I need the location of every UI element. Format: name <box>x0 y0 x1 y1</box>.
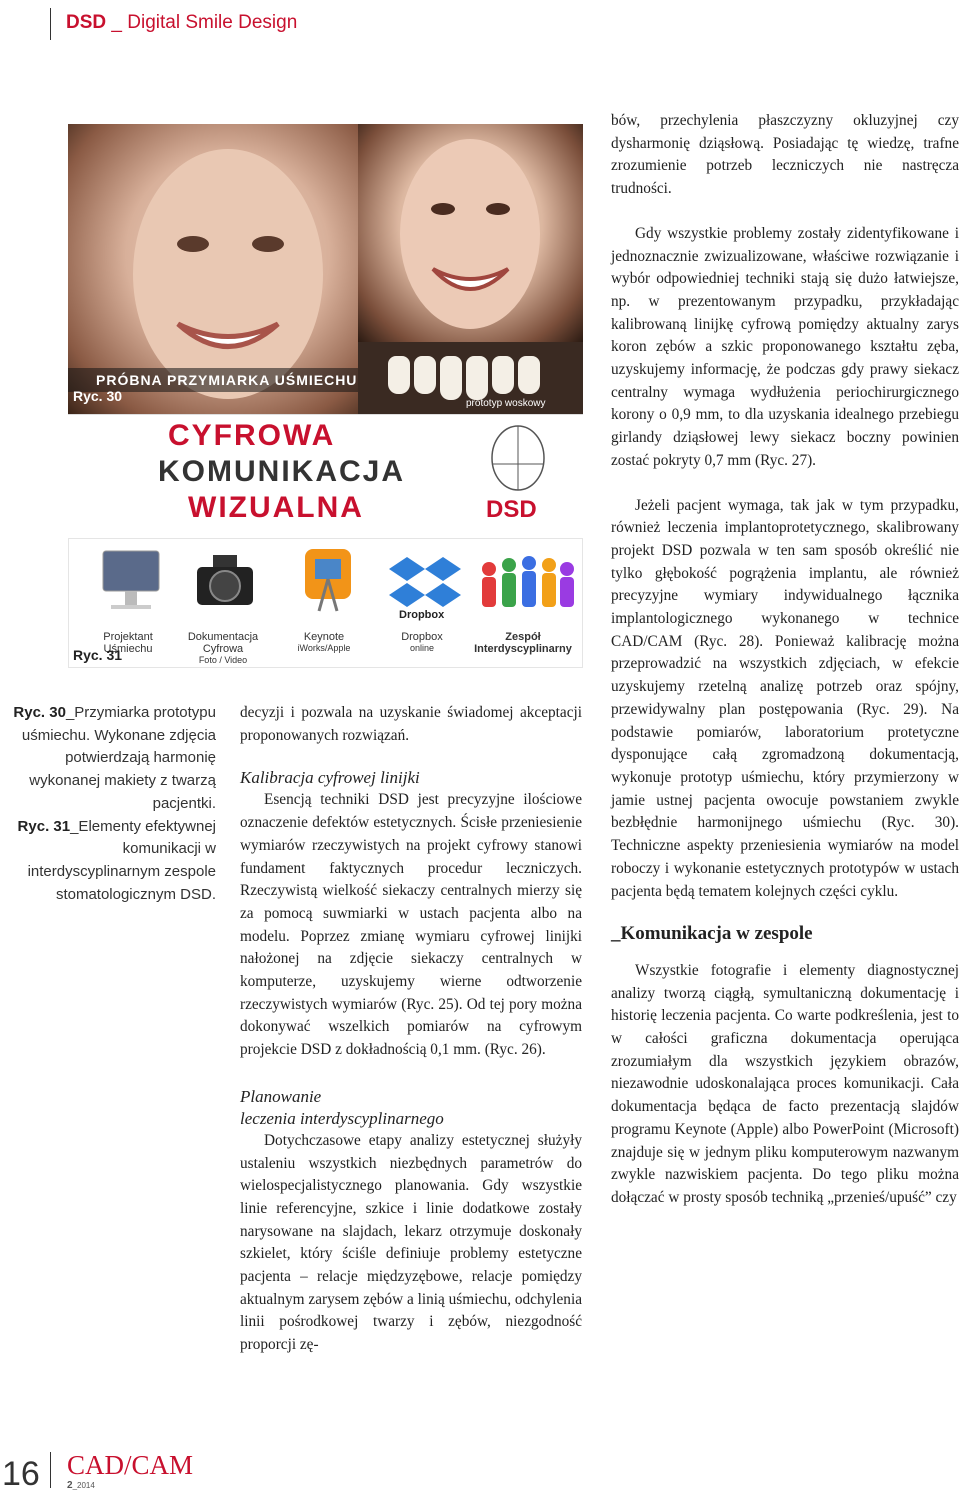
magazine-title: CAD/CAM <box>67 1450 194 1480</box>
figure-31 <box>68 538 583 668</box>
paragraph: Wszystkie fotografie i elementy diagnostycznej analizy tworzą ciągłą, symultaniczną dokumentację i historię leczenia pacjenta. Co warte podkreślenia, jest to w całości graficzna dokumentacja operująca zrozumiałym dla wszystkich językiem obrazów, niezawodnie udoskonalająca proces komunikacji. Cała dokumentacja będąca de facto prezentacją slajdów programu Keynote (Apple) albo PowerPoint (Microsoft) znajduje się w jednym pliku komputerowym nazwanym zwykle nazwiskiem pacjenta. Do tego pliku można dołączać w prosty sposób techniką „przenieś/upuść” czy <box>611 961 959 1206</box>
computer-icon <box>83 543 183 623</box>
figure-31-label: Ryc. 31 <box>73 647 123 663</box>
trial-smile-banner: PRÓBNA PRZYMIARKA UŚMIECHU <box>68 368 358 392</box>
issue-number <box>67 1480 95 1491</box>
label-documentation-sub: Foto / Video <box>198 655 248 665</box>
issue-num: 2 <box>67 1480 73 1491</box>
paragraph: Jeżeli pacjent wymaga, tak jak w tym przypadku, również leczenia implantoprotetycznego, skalibrowany projekt DSD pozwala w ten sam sposób określić nie tylko głębokość pogrążenia implantu, ale również precyzyjne wymiary indywidualnego łącznika implantologicznego wykonanego w technice CAD/CAM (Ryc. 28). Ponieważ kalibrację można przeprowadzić na wszystkich zdjęciach, w efekcie uzyskujemy rzetelną analizę potrzeb oraz spójny, przewidywalny plan postępowania (Ryc. 29). Na podstawie pomiarów, laboratorium protetyczne dysponujące całą zgromadzoną dokumentacją, wykonuje prototyp uśmiechu, który przymierzony w jamie ustnej pacjenta owocuje powstaniem zwykle bezbłędnie harmonijnego uśmiechu (Ryc. 30). Techniczne aspekty przeniesienia wymiarów na model roboczy i wykonanie estetycznych prototypów w ustach pacjenta będą tematem kolejnych części cyklu. <box>611 496 959 900</box>
caption-ryc30 <box>0 702 216 816</box>
comm-line-1: CYFROWA <box>168 419 336 452</box>
label-dropbox-sub: online <box>409 643 435 653</box>
text-column-middle <box>240 702 582 1357</box>
comm-line-2: KOMUNIKACJA <box>158 455 405 488</box>
caption-ryc31-label: Ryc. 31 <box>17 817 71 835</box>
tooth <box>492 356 514 394</box>
dropbox-icon <box>377 543 477 623</box>
header-brand: DSD <box>66 12 107 33</box>
header-separator: _ <box>106 12 128 33</box>
figure-caption <box>0 702 216 906</box>
tooth <box>518 356 540 394</box>
section-heading-calibration: Kalibracja cyfrowej linijki <box>240 768 420 788</box>
label-dropbox-title: Dropbox <box>401 631 443 643</box>
issue-year: _2014 <box>72 1481 95 1490</box>
paragraph: Gdy wszystkie problemy zostały zidentyfikowane i jednoznacznie zwizualizowane, właściwe rozwiązanie i wybór odpowiedniej techniki stają się dużo łatwiejsze, np. w prezentowanym przypadku, przykładając kalibrowaną linijkę cyfrową pomiędzy aktualny zarys koron zębów a szkic proponowanego kształtu zęba, uzyskujemy informację, że podczas gdy prawy siekacz centralny wymaga wydłużenia periochirurgicznego korony o 0,9 mm, to dla uzyskania idealnego przebiegu girlandy dziąsłowej lewy siekacz boczny powinien zostać pokryty 0,7 mm (Ryc. 27). <box>611 224 959 469</box>
header-divider <box>50 8 51 40</box>
paragraph: bów, przechylenia płaszczyzny okluzyjnej czy dysharmonię dziąsłową. Posiadając tę wiedzę, trafne zrozumienie potrzeb leczniczych nie nastręcza trudności. <box>611 112 959 198</box>
footer-divider <box>50 1452 51 1488</box>
paragraph: Esencją techniki DSD jest precyzyjne ilościowe oznaczenie defektów estetycznych. Ścisłe przeniesienie wymiarów rzeczywistych na projekt cyfrowy stanowi fundament faktycznych procedur leczniczych. Rzeczywistą wielkość siekaczy centralnych mierzy się za pomocą suwmiarki w ustach pacjenta albo na modelu. Poprzez zmianę wymiaru cyfrowej linijki nałożonej na zdjęcie siekaczy centralnych w komputerze, uzyskujemy wierne odtworzenie rzeczywistych wymiarów (Ryc. 25). Od tej pory można dokonywać wszelkich pomiarów na cyfrowym projekcie DSD z dokładnością 0,1 mm. (Ryc. 26). <box>240 791 582 1059</box>
paragraph: decyzji i pozwala na uzyskanie świadomej akceptacji proponowanych rozwiązań. <box>240 704 582 744</box>
caption-ryc30-label: Ryc. 30 <box>13 704 66 721</box>
label-keynote-title: Keynote <box>303 631 345 643</box>
dropbox-logo-text: Dropbox <box>399 609 445 621</box>
label-documentation-title: Dokumentacja Cyfrowa <box>187 631 259 655</box>
camera-icon <box>177 543 277 623</box>
tooth <box>440 356 462 400</box>
page-number: 16 <box>2 1455 40 1493</box>
figure-30 <box>68 124 583 539</box>
text-column-right <box>611 110 959 1210</box>
label-keynote-sub: iWorks/Apple <box>297 643 351 653</box>
tooth <box>388 356 410 394</box>
running-header <box>66 12 297 34</box>
face-illustration-2 <box>358 124 583 342</box>
label-designer: Projektant Uśmiechu <box>103 631 153 655</box>
section-heading-planning-2: leczenia interdyscyplinarnego <box>240 1108 444 1128</box>
caption-ryc31 <box>0 816 216 907</box>
caption-ryc30-text: _Przymiarka prototypu uśmiechu. Wykonane zdjęcia potwierdzają harmonię wykonanej makiety z twarzą pacjentki. <box>21 704 216 812</box>
team-icon <box>469 543 569 623</box>
section-heading-communication: _Komunikacja w zespole <box>611 923 813 945</box>
label-dropbox <box>379 631 465 653</box>
comm-line-3: WIZUALNA <box>188 491 364 524</box>
figure-30-label: Ryc. 30 <box>73 388 123 404</box>
header-title: Digital Smile Design <box>127 12 298 33</box>
face-photo-2 <box>358 124 583 342</box>
dsd-logo-text: DSD <box>486 496 537 523</box>
tooth <box>414 356 436 394</box>
label-keynote <box>281 631 367 653</box>
dsd-logo <box>478 424 558 534</box>
section-heading-planning-1: Planowanie <box>240 1086 322 1106</box>
label-documentation <box>173 631 273 665</box>
keynote-icon <box>279 543 379 623</box>
label-team: Zespół Interdyscyplinarny <box>474 631 572 655</box>
caption-ryc31-text: _Elementy efektywnej komunikacji w interdyscyplinarnym zespole stomatologicznym DSD. <box>27 817 216 903</box>
tooth <box>466 356 488 400</box>
prototype-label: prototyp woskowy <box>466 398 546 409</box>
paragraph: Dotychczasowe etapy analizy estetycznej służyły ustaleniu wszystkich niezbędnych parametrów do wielospecjalistycznego planowania. Gdy wszystkie linie referencyjne, szkice i linie dodatkowe zostały narysowane na slajdach, lekarz otrzymuje doskonały szkielet, który ściśle definiuje problemy estetyczne pacjenta – relacje międzyzębowe, relacje pomiędzy aktualnym zarysem zębów a linią uśmiechu, odchylenia linii pośrodkowej twarzy i zębów, niezgodność proporcji zę- <box>240 1131 582 1354</box>
